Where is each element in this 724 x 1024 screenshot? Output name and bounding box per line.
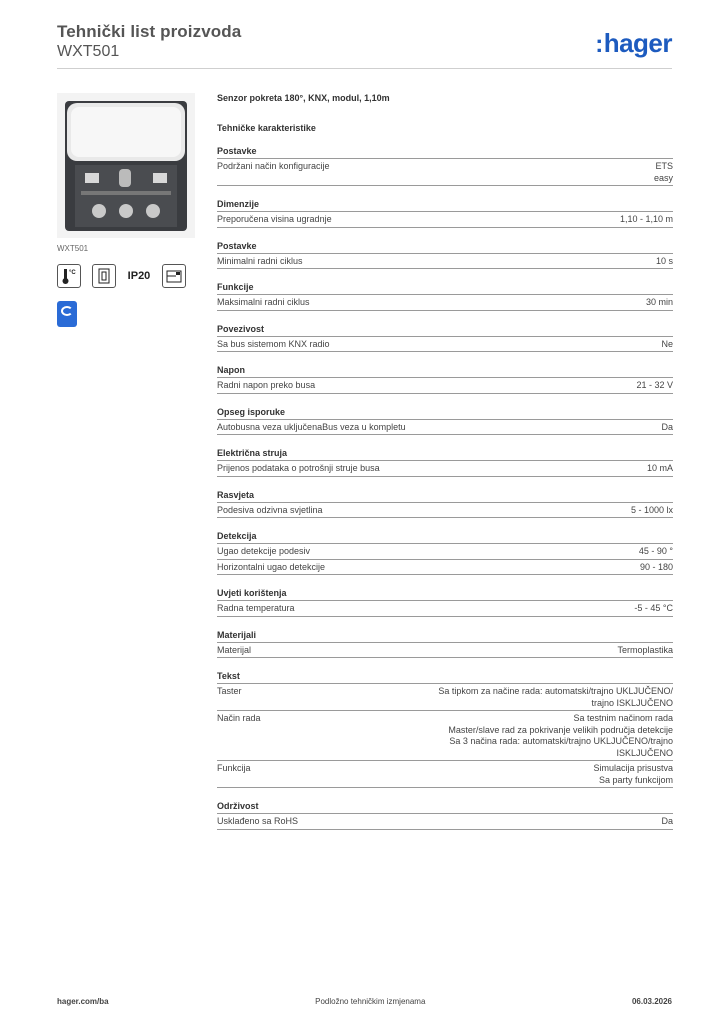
product-code: WXT501 — [57, 43, 120, 60]
footer — [57, 997, 672, 1006]
spec-label: Usklađeno sa RoHS — [217, 816, 299, 826]
spec-value: 10 s — [655, 255, 673, 266]
module-icon — [92, 264, 116, 288]
product-image — [57, 93, 195, 238]
spec-group-title: Električna struja — [217, 448, 673, 461]
property-icons — [57, 264, 197, 288]
spec-group — [217, 241, 673, 270]
spec-value: 90 - 180 — [639, 561, 673, 572]
spec-value: 21 - 32 V — [636, 380, 673, 390]
spec-group-title: Postavke — [217, 146, 673, 159]
footer-date: 06.03.2026 — [631, 997, 672, 1006]
page-title: Tehnički list proizvoda — [57, 22, 242, 41]
spec-group — [217, 588, 673, 617]
temperature-icon — [57, 264, 81, 288]
product-description: Senzor pokreta 180°, KNX, modul, 1,10m — [217, 93, 390, 103]
spec-row — [217, 378, 673, 394]
spec-label: Minimalni radni ciklus — [217, 255, 303, 266]
spec-group — [217, 365, 673, 394]
left-column — [57, 93, 197, 327]
spec-value: Simulacija prisustva Sa party funkcijom — [593, 763, 673, 785]
footer-website[interactable]: hager.com/ba — [57, 997, 109, 1006]
spec-group — [217, 407, 673, 436]
spec-group — [217, 282, 673, 311]
spec-value: 1,10 - 1,10 m — [619, 214, 673, 224]
spec-value: 5 - 1000 lx — [630, 504, 673, 515]
spec-group-title: Funkcije — [217, 282, 673, 295]
header — [57, 22, 672, 61]
spec-row — [217, 684, 673, 711]
spec-group — [217, 490, 673, 519]
spec-label: Autobusna veza uključenaBus veza u kompletu — [217, 421, 406, 432]
spec-label: Sa bus sistemom KNX radio — [217, 338, 330, 349]
spec-value: 30 min — [645, 297, 673, 307]
spec-row — [217, 337, 673, 353]
spec-value: Da — [661, 421, 673, 432]
spec-value: Sa testnim načinom rada Master/slave rad za pokrivanje velikih područja detekcije Sa 3 načina rada: automatski/trajno UKLJUČENO/trajno ISKLJUČENO — [448, 713, 673, 758]
spec-row — [217, 544, 673, 560]
spec-label: Preporučena visina ugradnje — [217, 214, 332, 224]
spec-label: Horizontalni ugao detekcije — [217, 561, 326, 572]
spec-row — [217, 503, 673, 519]
spec-group-title: Tekst — [217, 671, 673, 684]
spec-label: Radni napon preko busa — [217, 380, 316, 390]
spec-row — [217, 420, 673, 436]
spec-value: 10 mA — [646, 463, 673, 473]
spec-groups — [217, 146, 673, 830]
spec-group-title: Materijali — [217, 630, 673, 643]
spec-value: Ne — [661, 338, 673, 349]
spec-group-title: Opseg isporuke — [217, 407, 673, 420]
spec-label: Podesiva odzivna svjetlina — [217, 504, 323, 515]
spec-row — [217, 159, 673, 186]
spec-label: Način rada — [217, 713, 261, 723]
spec-column — [217, 93, 673, 830]
spec-label: Maksimalni radni ciklus — [217, 297, 310, 307]
easy-config-icon — [57, 301, 77, 327]
spec-value: Termoplastika — [617, 644, 673, 655]
spec-group-title: Povezivost — [217, 324, 673, 337]
spec-group — [217, 630, 673, 659]
header-divider — [57, 68, 672, 69]
spec-group-title: Održivost — [217, 801, 673, 814]
spec-value: -5 - 45 °C — [634, 603, 673, 613]
spec-row — [217, 643, 673, 659]
spec-group — [217, 801, 673, 830]
spec-group-title: Detekcija — [217, 531, 673, 544]
spec-value: 45 - 90 ° — [638, 546, 673, 556]
spec-label: Materijal — [217, 644, 252, 655]
spec-group-title: Uvjeti korištenja — [217, 588, 673, 601]
image-caption: WXT501 — [57, 244, 89, 253]
spec-group — [217, 199, 673, 228]
spec-group-title: Dimenzije — [217, 199, 673, 212]
spec-group — [217, 324, 673, 353]
spec-label: Funkcija — [217, 763, 251, 773]
footer-note: Podložno tehničkim izmjenama — [315, 997, 426, 1006]
hager-logo[interactable]: :hager — [595, 28, 672, 58]
spec-label: Taster — [217, 686, 242, 696]
spec-row — [217, 814, 673, 830]
spec-group — [217, 146, 673, 186]
spec-value: Sa tipkom za načine rada: automatski/trajno UKLJUČENO/ trajno ISKLJUČENO — [438, 686, 673, 708]
spec-row — [217, 560, 673, 576]
spec-label: Ugao detekcije podesiv — [217, 546, 311, 556]
spec-value: ETS easy — [653, 161, 673, 183]
spec-row — [217, 212, 673, 228]
spec-row — [217, 711, 673, 761]
spec-group — [217, 531, 673, 575]
spec-value: Da — [661, 816, 673, 826]
svg-text:°C: °C — [69, 270, 76, 276]
spec-row — [217, 461, 673, 477]
ip20-icon: IP20 — [127, 270, 151, 282]
spec-heading: Tehničke karakteristike — [217, 123, 316, 133]
spec-label: Prijenos podataka o potrošnji struje busa — [217, 463, 380, 473]
spec-row — [217, 761, 673, 788]
mounting-height-icon — [162, 264, 186, 288]
spec-group-title: Rasvjeta — [217, 490, 673, 503]
spec-group-title: Napon — [217, 365, 673, 378]
spec-row — [217, 254, 673, 270]
spec-group — [217, 448, 673, 477]
spec-label: Podržani način konfiguracije — [217, 161, 330, 171]
spec-group-title: Postavke — [217, 241, 673, 254]
spec-row — [217, 601, 673, 617]
spec-row — [217, 295, 673, 311]
spec-label: Radna temperatura — [217, 603, 295, 613]
spec-group — [217, 671, 673, 788]
